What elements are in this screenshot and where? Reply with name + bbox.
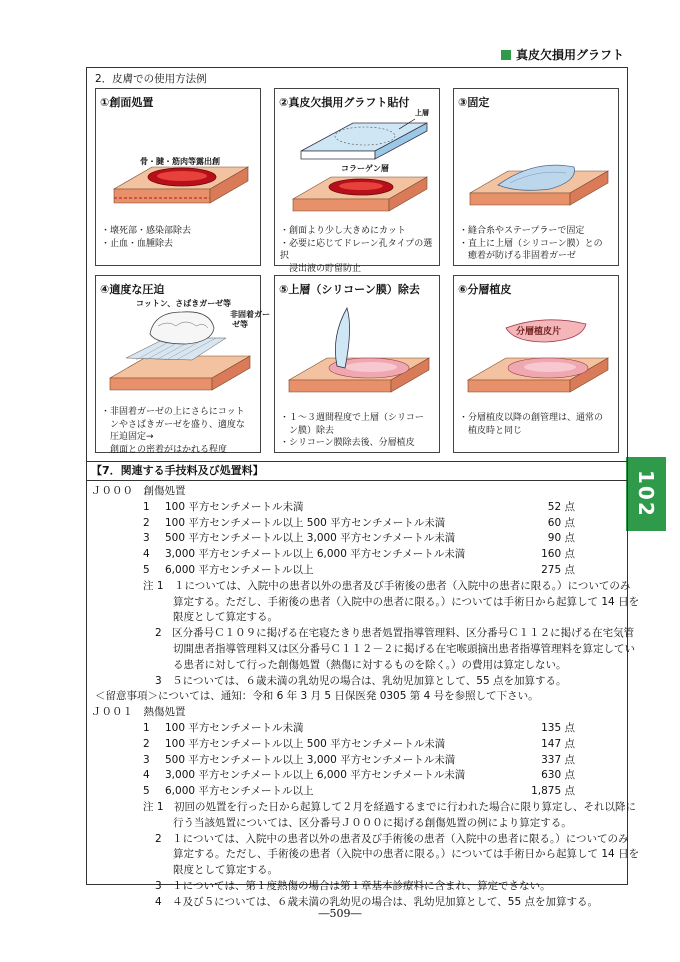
header-title: 真皮欠損用グラフト	[515, 48, 624, 62]
note-line: 3 １については、第１度熱傷の場合は第１章基本診療料に含まれ、算定できない。	[155, 879, 551, 892]
item-num: 4	[143, 548, 150, 561]
item-points: 1,875 点	[531, 785, 575, 798]
item-num: 1	[143, 721, 150, 734]
panel-title: ⑥分層植皮	[458, 283, 512, 296]
item-points: 90 点	[547, 532, 575, 545]
item-text: 100 平方センチメートル未満	[165, 500, 304, 513]
note-line: 圧迫固定→	[101, 432, 154, 442]
note-block	[87, 674, 627, 690]
note-block	[87, 579, 640, 626]
panel-title: ④適度な圧迫	[100, 283, 165, 296]
fee-row	[87, 563, 627, 579]
panel-title: ⑤上層（シリコーン膜）除去	[279, 283, 420, 296]
compression-illustration	[96, 276, 262, 406]
panel-title: ③固定	[458, 96, 490, 109]
panel-fixation	[453, 88, 619, 266]
note-line: ・創面より少し大きめにカット	[280, 226, 406, 236]
fee-row	[87, 721, 627, 737]
fee-row	[87, 768, 627, 784]
item-points: 630 点	[541, 769, 575, 782]
note-line: 注 1 １については、入院中の患者以外の患者及び手術後の患者（入院中の患者に限る。）についてのみ	[143, 579, 631, 592]
item-points: 147 点	[541, 737, 575, 750]
panel-notes	[459, 225, 617, 263]
fee-text	[87, 484, 640, 911]
item-num: 2	[143, 737, 150, 750]
nonadherent-gauze-label-2: ゼ等	[232, 320, 248, 329]
note-line: 切開患者指導管理料又は区分番号Ｃ１１２－２に掲げる在宅喉頭摘出患者指導管理料を算定してい	[173, 642, 635, 655]
fixation-illustration	[454, 89, 620, 219]
item-num: 5	[143, 785, 150, 798]
silicone-removal-illustration	[275, 276, 441, 406]
item-text: 6,000 平方センチメートル以上	[165, 563, 314, 576]
panel-notes	[280, 412, 438, 450]
content-frame	[86, 67, 640, 908]
figure-title: 2．皮膚での使用方法例	[95, 73, 207, 85]
collagen-layer-label: コラーゲン層	[341, 164, 389, 173]
usage-figure	[87, 68, 627, 461]
note-line: ンやさばきガーゼを盛り、適度な	[101, 419, 245, 430]
note-block	[87, 800, 637, 832]
green-square-icon	[501, 50, 511, 60]
item-num: 2	[143, 516, 150, 529]
note-line: ・必要に応じてドレーン孔タイプの選択	[280, 238, 433, 261]
item-text: 500 平方センチメートル以上 3,000 平方センチメートル未満	[165, 532, 456, 545]
note-line: ・シリコーン膜除去後、分層植皮	[280, 438, 415, 448]
note-line: ン膜）除去	[280, 425, 335, 436]
upper-layer-label: 上層	[415, 109, 429, 117]
item-num: 4	[143, 769, 150, 782]
note-line: 2 １については、入院中の患者以外の患者及び手術後の患者（入院中の患者に限る。）についてのみ	[155, 832, 629, 845]
item-text: 500 平方センチメートル以上 3,000 平方センチメートル未満	[165, 753, 456, 766]
panel-wound-treatment	[95, 88, 261, 266]
wound-illustration	[96, 89, 262, 219]
chapter-tab	[626, 457, 666, 531]
skin-graft-illustration	[454, 276, 620, 406]
item-num: 3	[143, 753, 150, 766]
item-num: 3	[143, 532, 150, 545]
note-line: ・分層植皮以降の創管理は、通常の	[459, 413, 604, 423]
note-line: 癒着が防げる非固着ガーゼ	[459, 251, 576, 261]
section-heading: 【7．関連する手技料及び処置料】	[87, 461, 627, 481]
fee-row	[87, 516, 627, 532]
note-line: ・止血・血腫除去	[101, 238, 174, 249]
item-points: 275 点	[541, 563, 575, 576]
item-text: 100 平方センチメートル以上 500 平方センチメートル未満	[165, 516, 446, 529]
item-points: 60 点	[547, 516, 575, 529]
fee-row	[87, 500, 627, 516]
page-header	[501, 46, 624, 63]
j000-code: Ｊ０００ 創傷処置	[91, 485, 186, 497]
panel-title: ②真皮欠損用グラフト貼付	[279, 96, 410, 109]
item-points: 52 点	[547, 500, 575, 513]
item-points: 135 点	[541, 721, 575, 734]
nonadherent-gauze-label: 非固着ガー	[230, 310, 270, 319]
note-line: 注 1 初回の処置を行った日から起算して２月を経過するまでに行われた場合に限り算定し、それ以降に	[143, 800, 637, 813]
note-line: ・非固着ガーゼの上にさらにコット	[101, 407, 245, 417]
note-line: 4 ４及び５については、６歳未満の乳幼児の場合は、乳幼児加算として、55 点を加算する。	[155, 895, 598, 908]
fee-row	[87, 753, 627, 769]
item-text: 3,000 平方センチメートル以上 6,000 平方センチメートル未満	[165, 548, 466, 561]
item-points: 337 点	[541, 753, 575, 766]
note-line: る患者に対して行った創傷処置（熱傷に対するものを除く。）の費用は算定しない。	[173, 658, 567, 671]
panel-compression	[95, 275, 270, 455]
note-line: 算定する。ただし、手術後の患者（入院中の患者に限る。）については手術日から起算して 14 日を	[173, 848, 640, 861]
panel-graft-application	[274, 88, 440, 274]
panel-notes	[459, 412, 617, 437]
cotton-gauze-label: コットン、さばきガーゼ等	[136, 299, 232, 308]
split-skin-graft-label: 分層植皮片	[516, 327, 562, 337]
item-points: 160 点	[541, 548, 575, 561]
note-line: 限度として算定する。	[173, 864, 278, 877]
note-line: ・縫合糸やステープラーで固定	[459, 226, 585, 236]
fee-row	[87, 531, 627, 547]
note-line: 2 区分番号Ｃ１０９に掲げる在宅寝たきり患者処置指導管理料、区分番号Ｃ１１２に掲げる在宅気管	[155, 627, 635, 640]
fee-row	[87, 547, 627, 563]
item-num: 5	[143, 563, 150, 576]
note-line: 3 ５については、６歳未満の乳幼児の場合は、乳幼児加算として、55 点を加算する。	[155, 674, 567, 687]
note-line: ・直上に上層（シリコーン膜）との	[459, 238, 603, 249]
fee-row	[87, 737, 627, 753]
note-line: 限度として算定する。	[173, 611, 278, 624]
item-text: 3,000 平方センチメートル以上 6,000 平方センチメートル未満	[165, 769, 466, 782]
panel-notes	[101, 406, 259, 456]
fee-row	[87, 784, 627, 800]
note-line: 浸出液の貯留防止	[280, 263, 362, 274]
note-line: 植皮時と同じ	[459, 425, 523, 436]
j001-code: Ｊ００１ 熱傷処置	[91, 706, 186, 719]
item-text: 100 平方センチメートル以上 500 平方センチメートル未満	[165, 737, 446, 750]
note-line: 創面との密着がはかれる程度	[101, 444, 228, 455]
panel-notes	[101, 225, 259, 250]
note-line: 算定する。ただし、手術後の患者（入院中の患者に限る。）については手術日から起算して 14 日を	[173, 595, 640, 608]
chapter-tab-label: 102	[634, 470, 658, 518]
item-text: 100 平方センチメートル未満	[165, 721, 304, 734]
note-block	[87, 626, 635, 673]
panel-split-skin-graft	[453, 275, 619, 453]
item-num: 1	[143, 500, 150, 513]
reference-note: ＜留意事項＞については、通知：令和 6 年 3 月 5 日保医発 0305 第 4 号を参照して下さい。	[95, 690, 539, 703]
note-line: 行う当該処置については、区分番号Ｊ０００に掲げる創傷処置の例により算定する。	[173, 816, 572, 829]
note-line: ・壊死部・感染部除去	[101, 226, 192, 236]
note-block	[87, 832, 640, 879]
page-number: ―509―	[318, 907, 362, 920]
panel-notes	[280, 225, 438, 275]
exposed-wound-label: 骨・腱・筋肉等露出創	[140, 157, 220, 166]
panel-title: ①創面処置	[100, 96, 154, 109]
note-line: ・１～３週間程度で上層（シリコー	[280, 413, 424, 423]
note-block	[87, 879, 627, 895]
panel-silicone-removal	[274, 275, 440, 453]
item-text: 6,000 平方センチメートル以上	[165, 785, 314, 798]
